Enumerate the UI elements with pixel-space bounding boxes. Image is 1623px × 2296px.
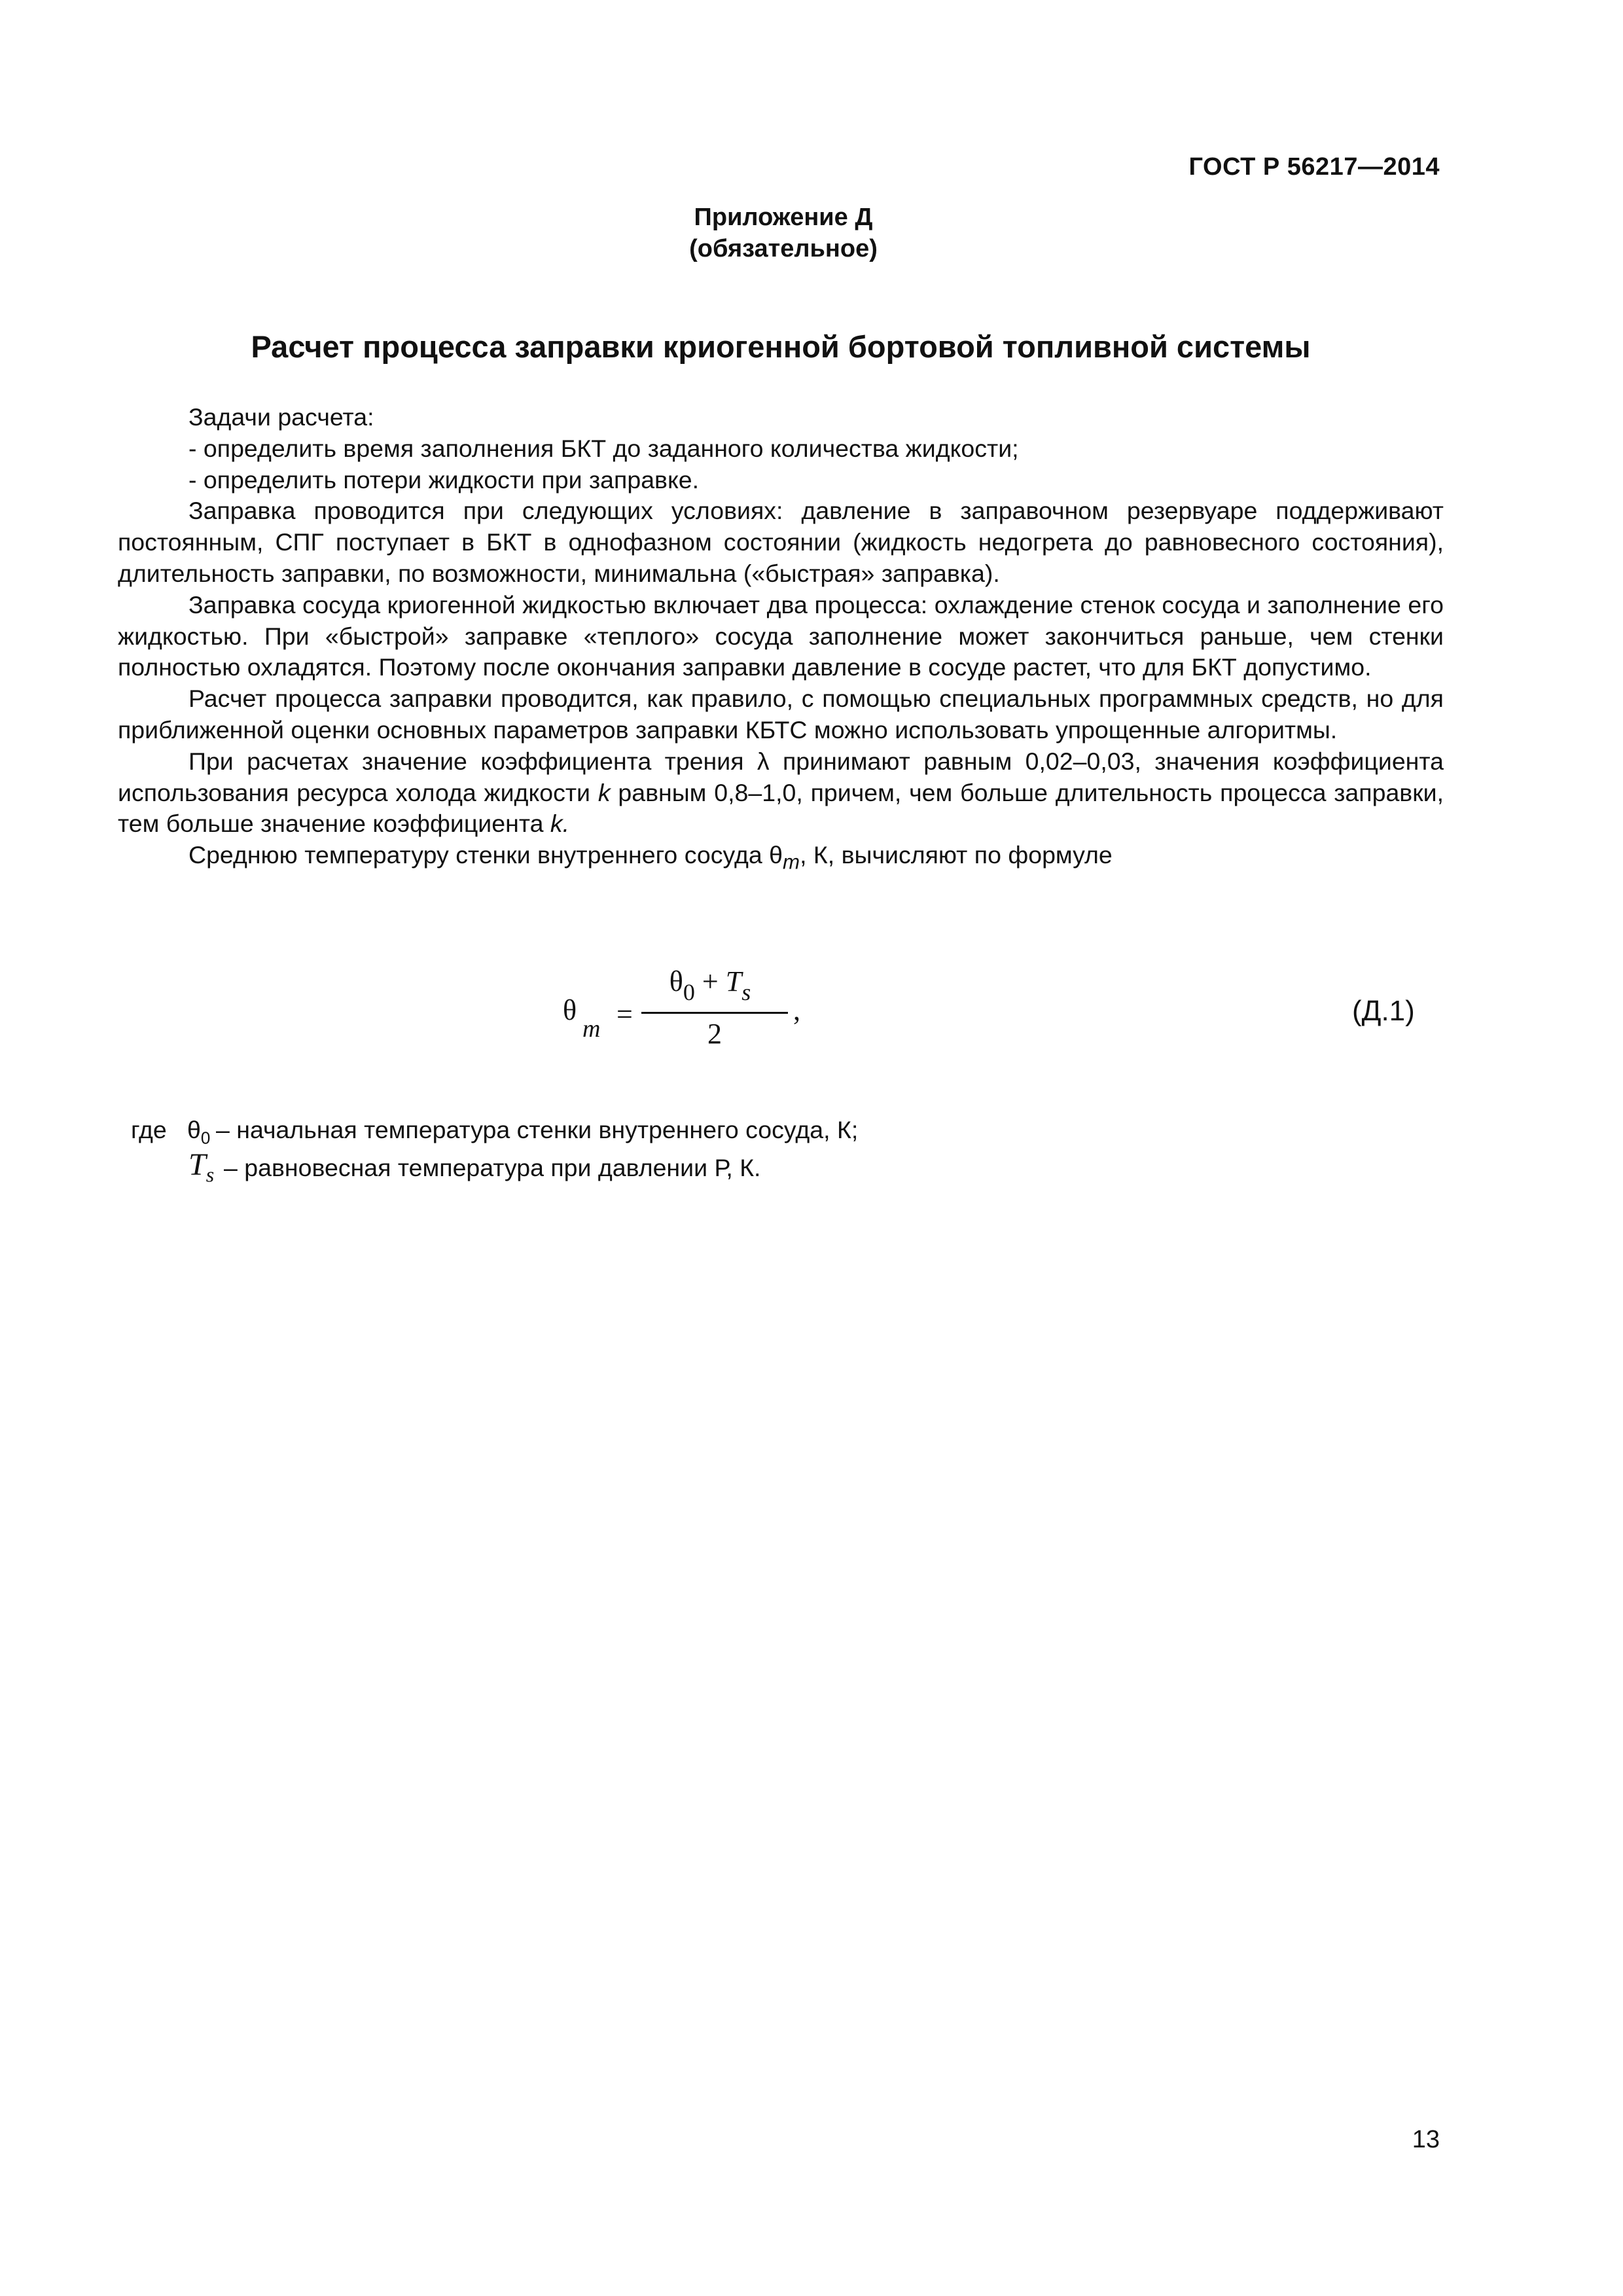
formula-num-t: T [725, 965, 742, 997]
formula-num-plus: + [694, 965, 726, 997]
coefficient-k-1: k [597, 778, 611, 806]
paragraph-coefficients [118, 746, 1444, 840]
tasks-heading: Задачи расчета: [188, 403, 374, 431]
coefficients-text-2: равным 0,8–1,0, причем, чем больше длительность процесса заправки, тем больше значение коэффициента [118, 778, 1444, 838]
paragraph-calculation: Расчет процесса заправки проводится, как правило, с помощью специальных программных средств, но для приближенной оценки основных параметров заправки КБТС можно использовать упрощенные алгоритмы. [118, 685, 1444, 744]
formula-d1 [556, 965, 800, 1063]
formula-lhs: θ [563, 994, 577, 1026]
formula-num-theta: θ [669, 965, 683, 997]
coefficient-k-2: k. [550, 810, 570, 838]
formula-num-theta-sub: 0 [683, 979, 695, 1005]
where-t: T [188, 1147, 206, 1182]
task-item-1: - определить время заполнения БКТ до заданного количества жидкости; [188, 434, 1019, 462]
where-definition-2: – равновесная температура при давлении Р, К. [224, 1154, 761, 1181]
standard-number: ГОСТ Р 56217—2014 [1188, 153, 1440, 181]
formula-equals: = [616, 998, 633, 1030]
formula-comma: , [793, 994, 800, 1026]
coefficients-text-1: При расчетах значение коэффициента трения λ принимают равным 0,02–0,03, значения коэффициента использования ресурса холода жидкости [118, 747, 1444, 806]
formula-label: (Д.1) [1352, 995, 1415, 1027]
formula-numerator [635, 965, 785, 1005]
appendix-heading [0, 202, 1567, 264]
appendix-status: (обязательное) [689, 235, 878, 262]
where-t-sub: s [205, 1162, 215, 1187]
formula-fraction-bar [641, 1012, 788, 1014]
paragraph-formula-intro [118, 840, 1444, 878]
task-item-2: - определить потери жидкости при заправке. [188, 465, 700, 493]
formula-lhs-sub: m [582, 1015, 601, 1043]
where-theta: θ [187, 1116, 201, 1143]
formula-num-t-sub: s [741, 979, 751, 1005]
appendix-label: Приложение Д [694, 204, 873, 231]
where-word: где [131, 1116, 167, 1143]
where-definition-1: – начальная температура стенки внутреннего сосуда, К; [216, 1116, 859, 1143]
formula-intro-text-2: , К, вычисляют по формуле [800, 841, 1113, 869]
page-title: Расчет процесса заправки криогенной бортовой топливной системы [251, 329, 1311, 364]
page-number: 13 [1412, 2126, 1440, 2153]
where-symbol-ts [188, 1149, 214, 1191]
formula-denominator: 2 [707, 1018, 722, 1050]
body-text [118, 402, 1444, 878]
where-theta-sub: 0 [200, 1128, 211, 1148]
formula-intro-text-1: Среднюю температуру стенки внутреннего сосуда θ [188, 841, 783, 869]
formula-intro-sub: m [783, 850, 800, 874]
paragraph-processes: Заправка сосуда криогенной жидкостью включает два процесса: охлаждение стенок сосуда и заполнение его жидкостью. При «быстрой» заправке «теплого» сосуда заполнение может закончиться раньше, чем стенки полностью охладятся. Поэтому после окончания заправки давление в сосуде растет, что для БКТ допустимо. [118, 590, 1444, 681]
paragraph-conditions: Заправка проводится при следующих условиях: давление в заправочном резервуаре поддерживают постоянным, СПГ поступает в БКТ в однофазном состоянии (жидкость недогрета до равновесного состояния), длительность заправки, по возможности, минимальна («быстрая» заправка). [118, 497, 1444, 587]
